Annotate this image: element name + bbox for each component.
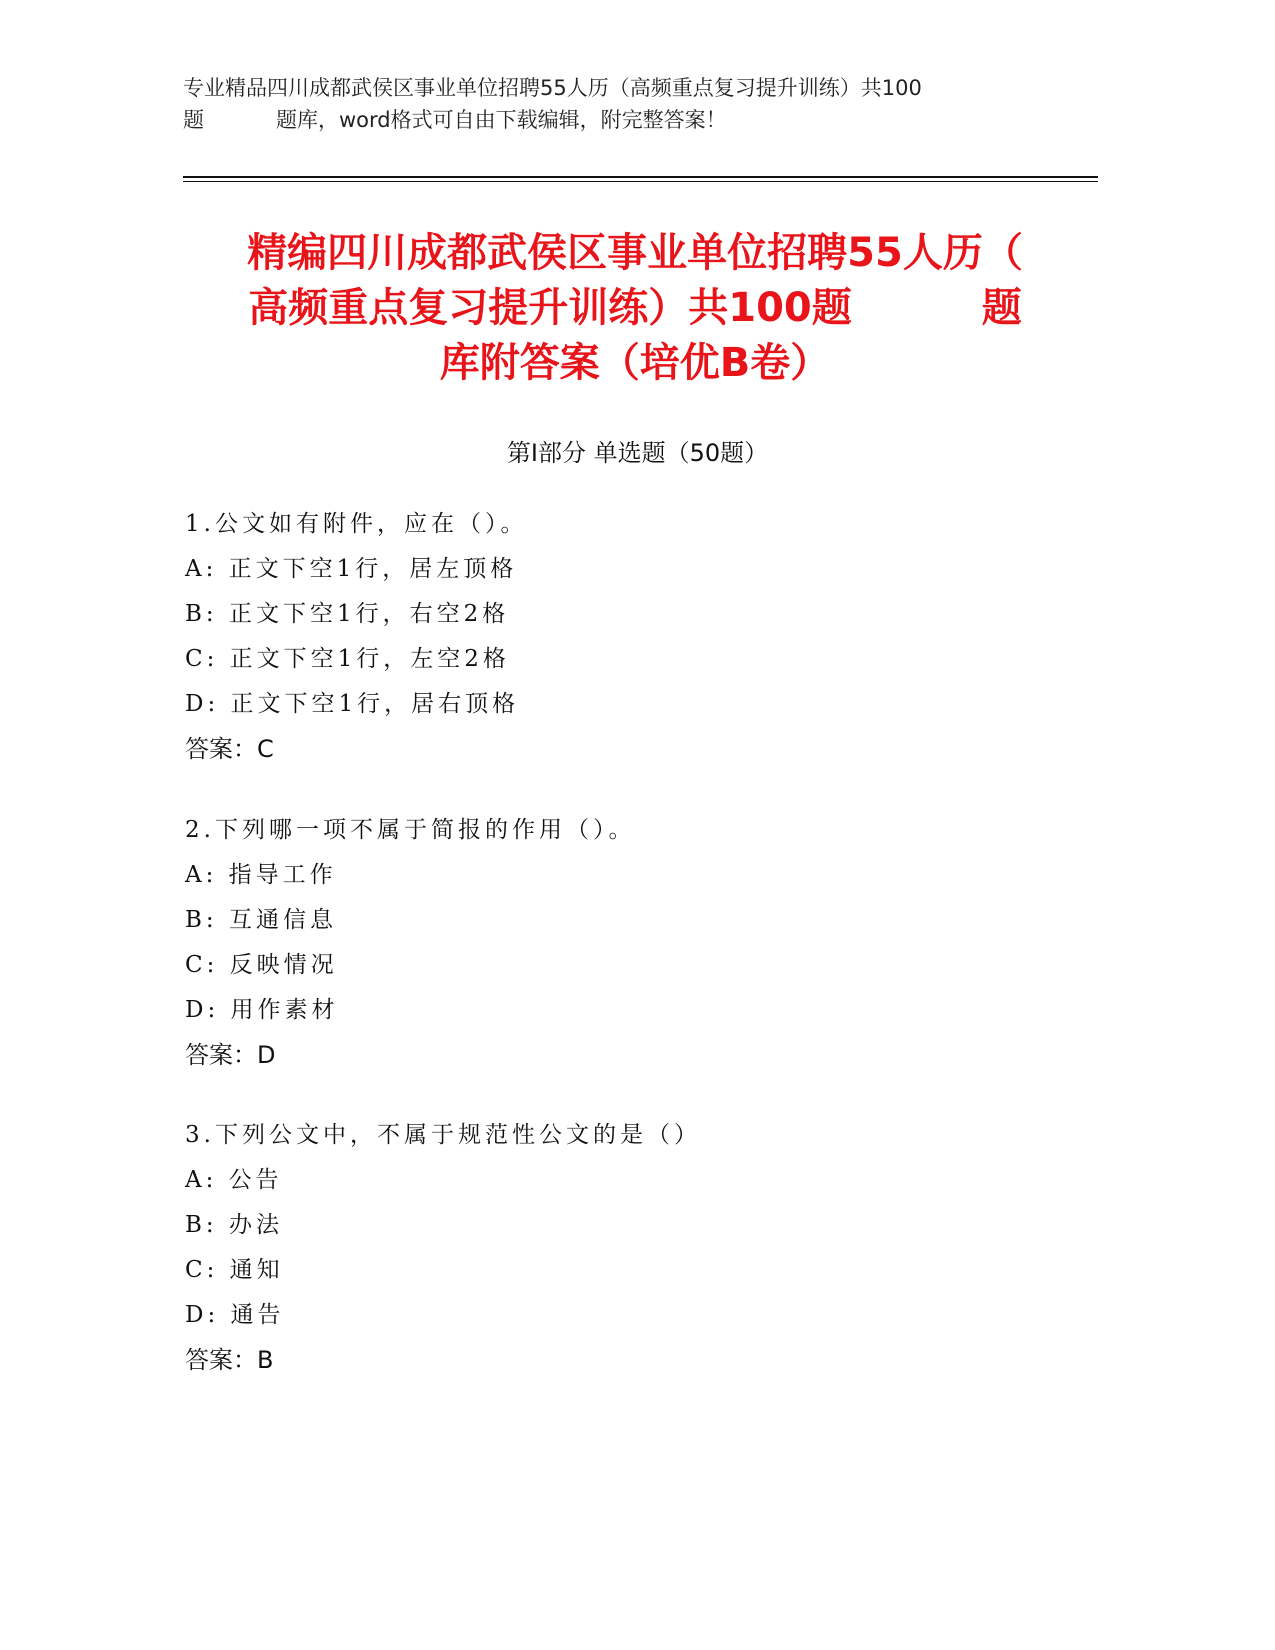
document-title	[150, 226, 1120, 391]
title-line-1: 精编四川成都武侯区事业单位招聘55人历（	[247, 230, 1023, 276]
answer: 答案：D	[185, 1041, 276, 1069]
header-note-line-2-rest: 题库，word格式可自由下载编辑，附完整答案！	[276, 108, 727, 132]
question-3	[185, 1113, 1085, 1383]
answer: 答案：C	[185, 735, 274, 763]
header-rule-thick	[183, 176, 1098, 178]
header-note-line-2	[183, 104, 1063, 136]
answer: 答案：B	[185, 1346, 274, 1374]
title-line-2	[150, 281, 1120, 336]
question-2	[185, 808, 1085, 1078]
option-b: B: 办法	[185, 1212, 283, 1238]
question-stem: 2.下列哪一项不属于简报的作用（）。	[185, 817, 636, 843]
section-title: 第Ⅰ部分 单选题（50题）	[506, 439, 769, 467]
title-line-2-main: 高频重点复习提升训练）共100题	[248, 285, 852, 331]
option-c: C: 反映情况	[185, 952, 338, 978]
option-b: B: 互通信息	[185, 907, 337, 933]
header-rule-thin	[183, 181, 1098, 182]
option-c: C: 通知	[185, 1257, 284, 1283]
option-d: D: 用作素材	[185, 997, 339, 1023]
question-stem: 3.下列公文中，不属于规范性公文的是（）	[185, 1122, 701, 1148]
title-line-2-end: 题	[981, 285, 1022, 331]
question-1	[185, 502, 1085, 772]
header-note-line-1: 专业精品四川成都武侯区事业单位招聘55人历（高频重点复习提升训练）共100	[183, 76, 922, 100]
option-c: C: 正文下空1行，左空2格	[185, 646, 510, 672]
header-note-line-2-start: 题	[183, 108, 204, 132]
option-d: D: 通告	[185, 1302, 285, 1328]
header-note	[183, 72, 1063, 136]
option-a: A: 正文下空1行，居左顶格	[185, 556, 518, 582]
title-line-3: 库附答案（培优B卷）	[439, 340, 831, 386]
option-d: D: 正文下空1行，居右顶格	[185, 691, 520, 717]
question-stem: 1.公文如有附件，应在（）。	[185, 511, 528, 537]
option-b: B: 正文下空1行，右空2格	[185, 601, 510, 627]
option-a: A: 指导工作	[185, 862, 337, 888]
option-a: A: 公告	[185, 1167, 283, 1193]
